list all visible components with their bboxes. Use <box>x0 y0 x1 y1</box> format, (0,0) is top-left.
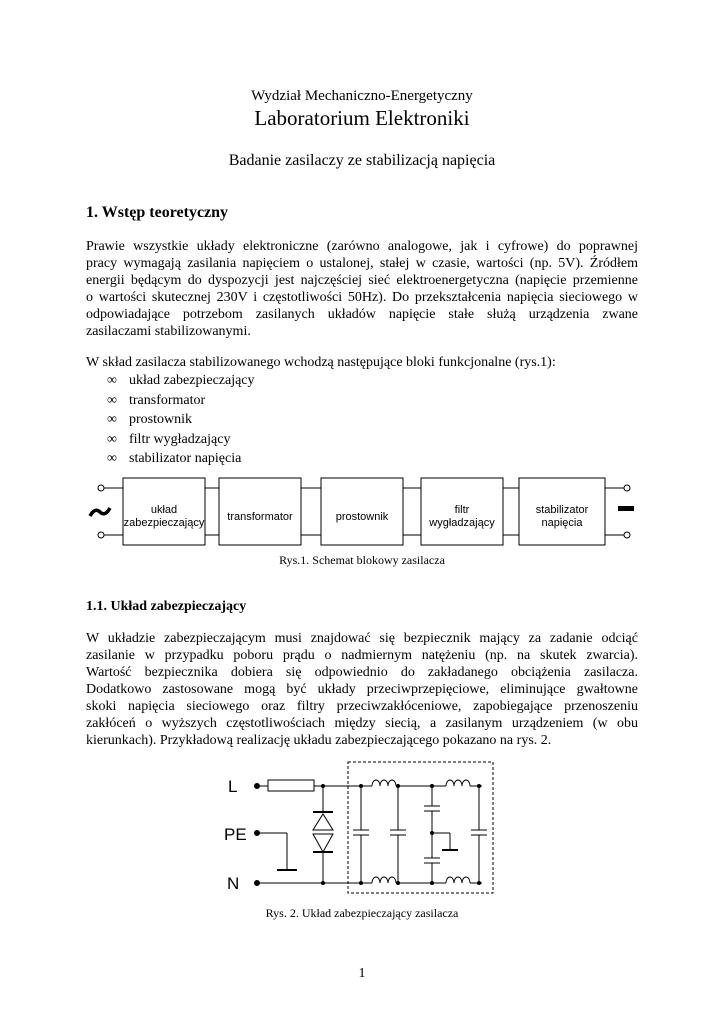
list-item: ∞ prostownik <box>107 410 255 430</box>
list-item: ∞ układ zabezpieczający <box>107 371 255 391</box>
section-heading-protection: 1.1. Układ zabezpieczający <box>86 599 247 614</box>
input-terminal-bottom <box>98 532 104 538</box>
infinity-bullet-icon: ∞ <box>107 431 117 447</box>
infinity-bullet-icon: ∞ <box>107 412 117 427</box>
paragraph-line: kierunkach). Przykładową realizację układu zabezpieczającego pokazano na rys. 2. <box>86 733 552 748</box>
output-terminal-bottom <box>624 532 630 538</box>
document-subtitle: Badanie zasilaczy ze stabilizacją napięcia <box>228 152 496 169</box>
protection-paragraph <box>86 630 638 749</box>
infinity-bullet-icon: ∞ <box>107 373 117 388</box>
intro-paragraph <box>86 238 638 340</box>
block-diagram <box>86 476 646 548</box>
protection-circuit-schematic <box>220 760 510 900</box>
paragraph-line: W skład zasilacza stabilizowanego wchodzą następujące bloki funkcjonalne (rys.1): <box>86 355 556 370</box>
paragraph-line: zasilaczami stabilizowanymi. <box>86 324 251 339</box>
paragraph-line: o wartości skutecznej 230V i częstotliwości 50Hz). Do przekształcenia napięcia sieciowego w <box>86 290 638 305</box>
paragraph-line: odpowiadające potrzebom zasilanych układów napięcie stałe służą urządzenia zwane <box>86 307 638 322</box>
list-item: ∞ stabilizator napięcia <box>107 449 255 469</box>
block-label: stabilizator <box>535 504 589 516</box>
block-label: napięcia <box>541 517 583 529</box>
lab-title: Laboratorium Elektroniki <box>254 106 470 130</box>
page-number: 1 <box>358 966 366 981</box>
paragraph-line: Wartość bezpiecznika dobiera się odpowiednio do zakładanego obciążenia zasilacza. <box>86 665 638 680</box>
block-label: wygładzający <box>429 517 495 529</box>
input-terminal-top <box>98 485 104 491</box>
suppressor-diode-down <box>313 834 333 852</box>
label-L: L <box>228 777 238 796</box>
functional-blocks-list <box>107 371 255 469</box>
block-label: układ <box>150 504 178 516</box>
paragraph-line: zakłóceń o wyższych częstotliwościach między siecią, a zasilanym urządzeniem (w obu <box>86 716 638 731</box>
block-label: zabezpieczający <box>123 517 205 529</box>
coil-inductor-l <box>372 780 396 786</box>
block-label: transformator <box>227 511 293 523</box>
block-label: filtr <box>454 504 470 516</box>
paragraph-line: zasilanie w przypadku poboru prądu o nadmiernym natężeniu (np. na skutek zwarcia). <box>86 648 638 663</box>
label-PE: PE <box>224 825 247 844</box>
blocks-intro-paragraph <box>86 354 638 371</box>
output-terminal-top <box>624 485 630 491</box>
dc-symbol-icon <box>618 506 634 511</box>
faculty-name: Wydział Mechaniczno-Energetyczny <box>251 88 473 104</box>
paragraph-line: Dodatkowo zastosowane mogą być układy przeciwprzepięciowe, eliminujące gwałtowne <box>86 682 638 697</box>
paragraph-line: Prawie wszystkie układy elektroniczne (zarówno analogowe, jak i cyfrowe) do poprawnej <box>86 239 638 254</box>
paragraph-line: skoki napięcia sieciowego oraz filtry przeciwzakłóceniowe, zapobiegające przenoszeniu <box>86 699 638 714</box>
coil-inductor-n <box>372 877 396 883</box>
figure2-caption: Rys. 2. Układ zabezpieczający zasilacza <box>265 906 459 920</box>
coil-inductor-n2 <box>446 877 470 883</box>
figure1-caption: Rys.1. Schemat blokowy zasilacza <box>279 553 445 567</box>
paragraph-line: energii będącym do dyspozycji jest najczęściej sieć elektroenergetyczna (napięcie przemienne <box>86 273 638 288</box>
fuse <box>268 780 314 791</box>
ac-symbol-icon <box>90 508 110 516</box>
list-item: ∞ filtr wygładzający <box>107 430 255 450</box>
paragraph-line: pracy wymagają zasilania napięciem o ustalonej, stałej w czasie, wartości (np. 5V). Źródłem <box>86 256 638 271</box>
list-item: ∞ transformator <box>107 391 255 411</box>
infinity-bullet-icon: ∞ <box>107 451 117 466</box>
infinity-bullet-icon: ∞ <box>107 392 117 408</box>
suppressor-diode-up <box>313 814 333 830</box>
paragraph-line: W układzie zabezpieczającym musi znajdować się bezpiecznik mający za zadanie odciąć <box>86 631 638 646</box>
coil-inductor-l2 <box>446 780 470 786</box>
section-heading-intro: 1. Wstęp teoretyczny <box>86 204 229 221</box>
filter-boundary <box>348 762 493 893</box>
label-N: N <box>227 874 240 893</box>
block-label: prostownik <box>335 511 389 523</box>
